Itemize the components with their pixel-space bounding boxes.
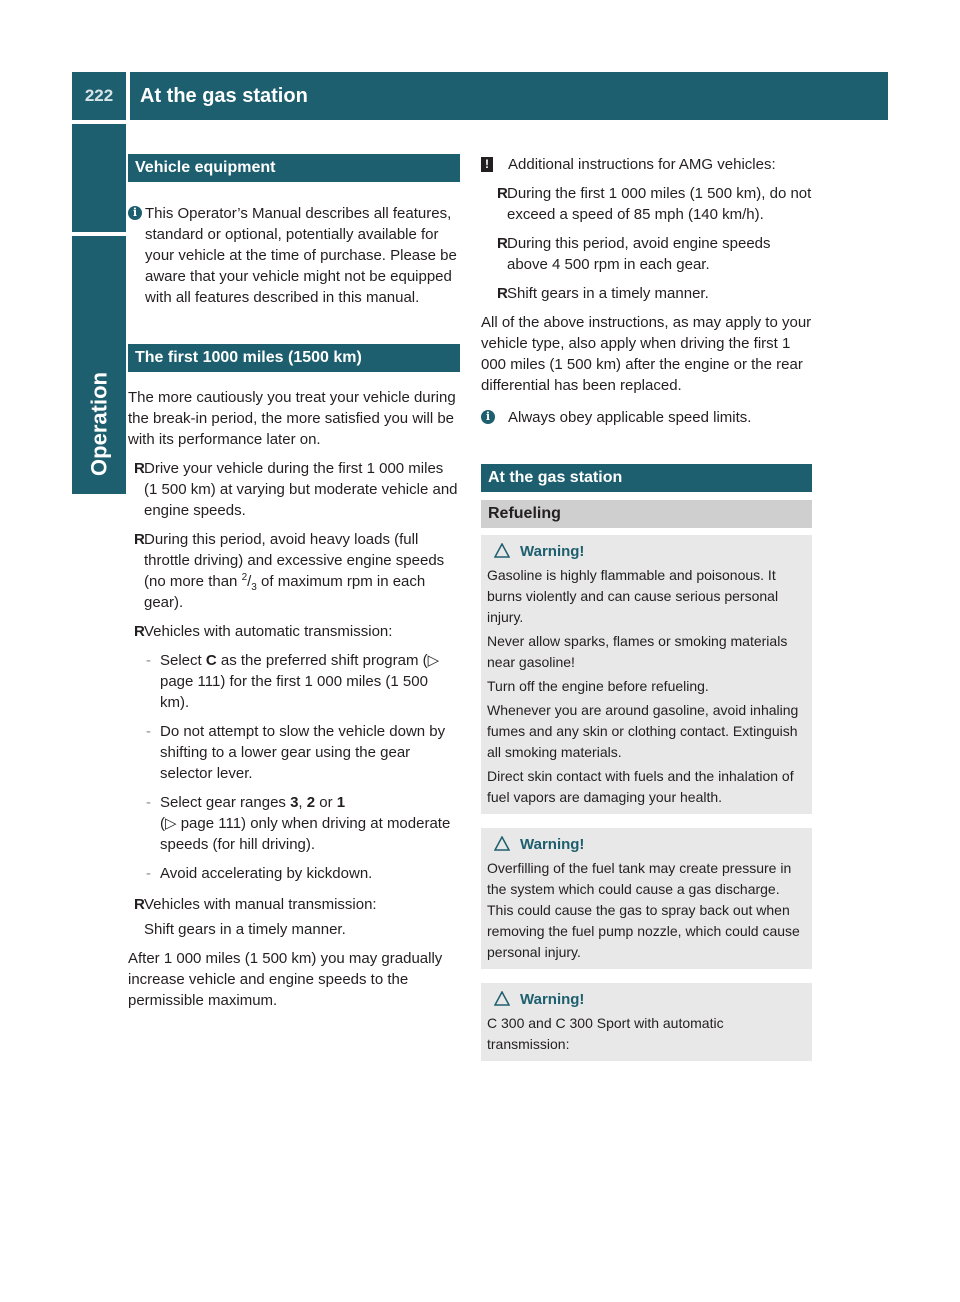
warning-box: Warning! Gasoline is highly flammable and poisonous. It burns violently and can cause serious personal injury. Never allow sparks, flames or smoking materials near gasoline! Turn off the engine before refueling. Whenever you are around gasoline, avoid inhaling fumes and any skin or clothing contact. Extinguish all smoking materials. Direct skin contact with fuels and the inhalation of fuel vapors are damaging your health. (481, 535, 812, 814)
dash-item: - Do not attempt to slow the vehicle down by shifting to a lower gear using the gear selector lever. (146, 723, 446, 782)
bullet-text: During this period, avoid heavy loads (full throttle driving) and excessive engine speeds (no more than $^2/_3$ of maximum rpm in each gear). (144, 531, 445, 611)
page-reference-link[interactable]: ▷ page 111 (160, 652, 440, 690)
dash-list (128, 650, 460, 884)
amg-instructions (481, 154, 812, 175)
dash-marker: - (146, 652, 151, 669)
dash-item: - Select C as the preferred shift program (▷ page 111) for the first 1 000 miles (1 500 km). (146, 652, 440, 711)
info-note-vehicle-equipment (128, 203, 460, 308)
bullet-text: Vehicles with manual transmission: (144, 896, 377, 913)
dash-marker: - (146, 723, 151, 740)
first-miles-outro: After 1 000 miles (1 500 km) you may gradually increase vehicle and engine speeds to the permissible maximum. (128, 950, 443, 1009)
bullet-text: Vehicles with automatic transmission: (144, 623, 393, 640)
bullet-marker: R (134, 460, 145, 477)
bullet-marker: R (497, 235, 508, 252)
warning-heading: Warning! (487, 541, 806, 562)
right-column (481, 154, 812, 1061)
list-item (128, 621, 460, 642)
dash-marker: - (146, 865, 151, 882)
page-title: At the gas station (140, 85, 308, 107)
section-heading-vehicle-equipment: Vehicle equipment (128, 154, 460, 182)
bullet-marker: R (134, 896, 145, 913)
list-item (128, 894, 460, 940)
warning-triangle-icon (494, 543, 510, 558)
list-item: R During this period, avoid engine speeds above 4 500 rpm in each gear. (497, 235, 771, 273)
subsection-heading-refueling: Refueling (481, 500, 812, 528)
warning-box: Warning! Overfilling of the fuel tank may create pressure in the system which could cause a gas discharge. This could cause the gas to spray back out when removing the fuel pump nozzle, which could cause personal injury. (481, 828, 812, 969)
amg-intro: Additional instructions for AMG vehicles: (508, 156, 776, 173)
first-miles-intro: The more cautiously you treat your vehicle during the break-in period, the more satisfied you will be with its performance later on. (128, 389, 456, 448)
bullet-marker: R (134, 531, 145, 548)
info-icon: i (481, 410, 495, 424)
amg-outro: All of the above instructions, as may apply to your vehicle type, also apply when driving the first 1 000 miles (1 500 km) after the engine or the rear differential has been replaced. (481, 314, 812, 394)
bullet-marker: R (134, 623, 145, 640)
side-tab-label: Operation (86, 372, 112, 476)
section-heading-gas-station: At the gas station (481, 464, 812, 492)
side-tab-block (72, 124, 126, 232)
amg-list (481, 183, 812, 304)
list-item (128, 458, 460, 521)
list-item: R During the first 1 000 miles (1 500 km), do not exceed a speed of 85 mph (140 km/h). (497, 185, 812, 223)
section-heading-first-miles: The first 1000 miles (1500 km) (128, 344, 460, 372)
left-column (128, 154, 460, 1011)
list-item (128, 529, 460, 613)
dash-marker: - (146, 794, 151, 811)
bullet-marker: R (497, 185, 508, 202)
bullet-text: Drive your vehicle during the first 1 000 miles (1 500 km) at varying but moderate vehicle and engine speeds. (144, 460, 458, 519)
dash-item: - Avoid accelerating by kickdown. (146, 865, 373, 882)
warning-heading: Warning! (487, 989, 806, 1010)
bullet-subtext: Shift gears in a timely manner. (144, 921, 346, 938)
warning-heading: Warning! (487, 834, 806, 855)
info-icon: i (128, 206, 142, 220)
info-note-text: This Operator’s Manual describes all features, standard or optional, potentially available for your vehicle at the time of purchase. Please be aware that your vehicle might not be equipped with all features described in this manual. (145, 205, 457, 306)
dash-item: - Select gear ranges 3, 2 or 1 (▷ page 111) only when driving at moderate speeds (for hill driving). (146, 794, 451, 853)
list-item: R Shift gears in a timely manner. (497, 285, 709, 302)
warning-triangle-icon (494, 836, 510, 851)
exclamation-icon: ! (481, 157, 493, 172)
info-note-speed-limits: i Always obey applicable speed limits. (481, 407, 812, 428)
header-divider (126, 72, 130, 120)
warning-box: Warning! C 300 and C 300 Sport with automatic transmission: (481, 983, 812, 1061)
page-header (72, 72, 888, 120)
page-reference-link[interactable]: (▷ page 111) (160, 815, 247, 832)
page-number: 222 (72, 72, 126, 120)
warning-triangle-icon (494, 991, 510, 1006)
bullet-marker: R (497, 285, 508, 302)
